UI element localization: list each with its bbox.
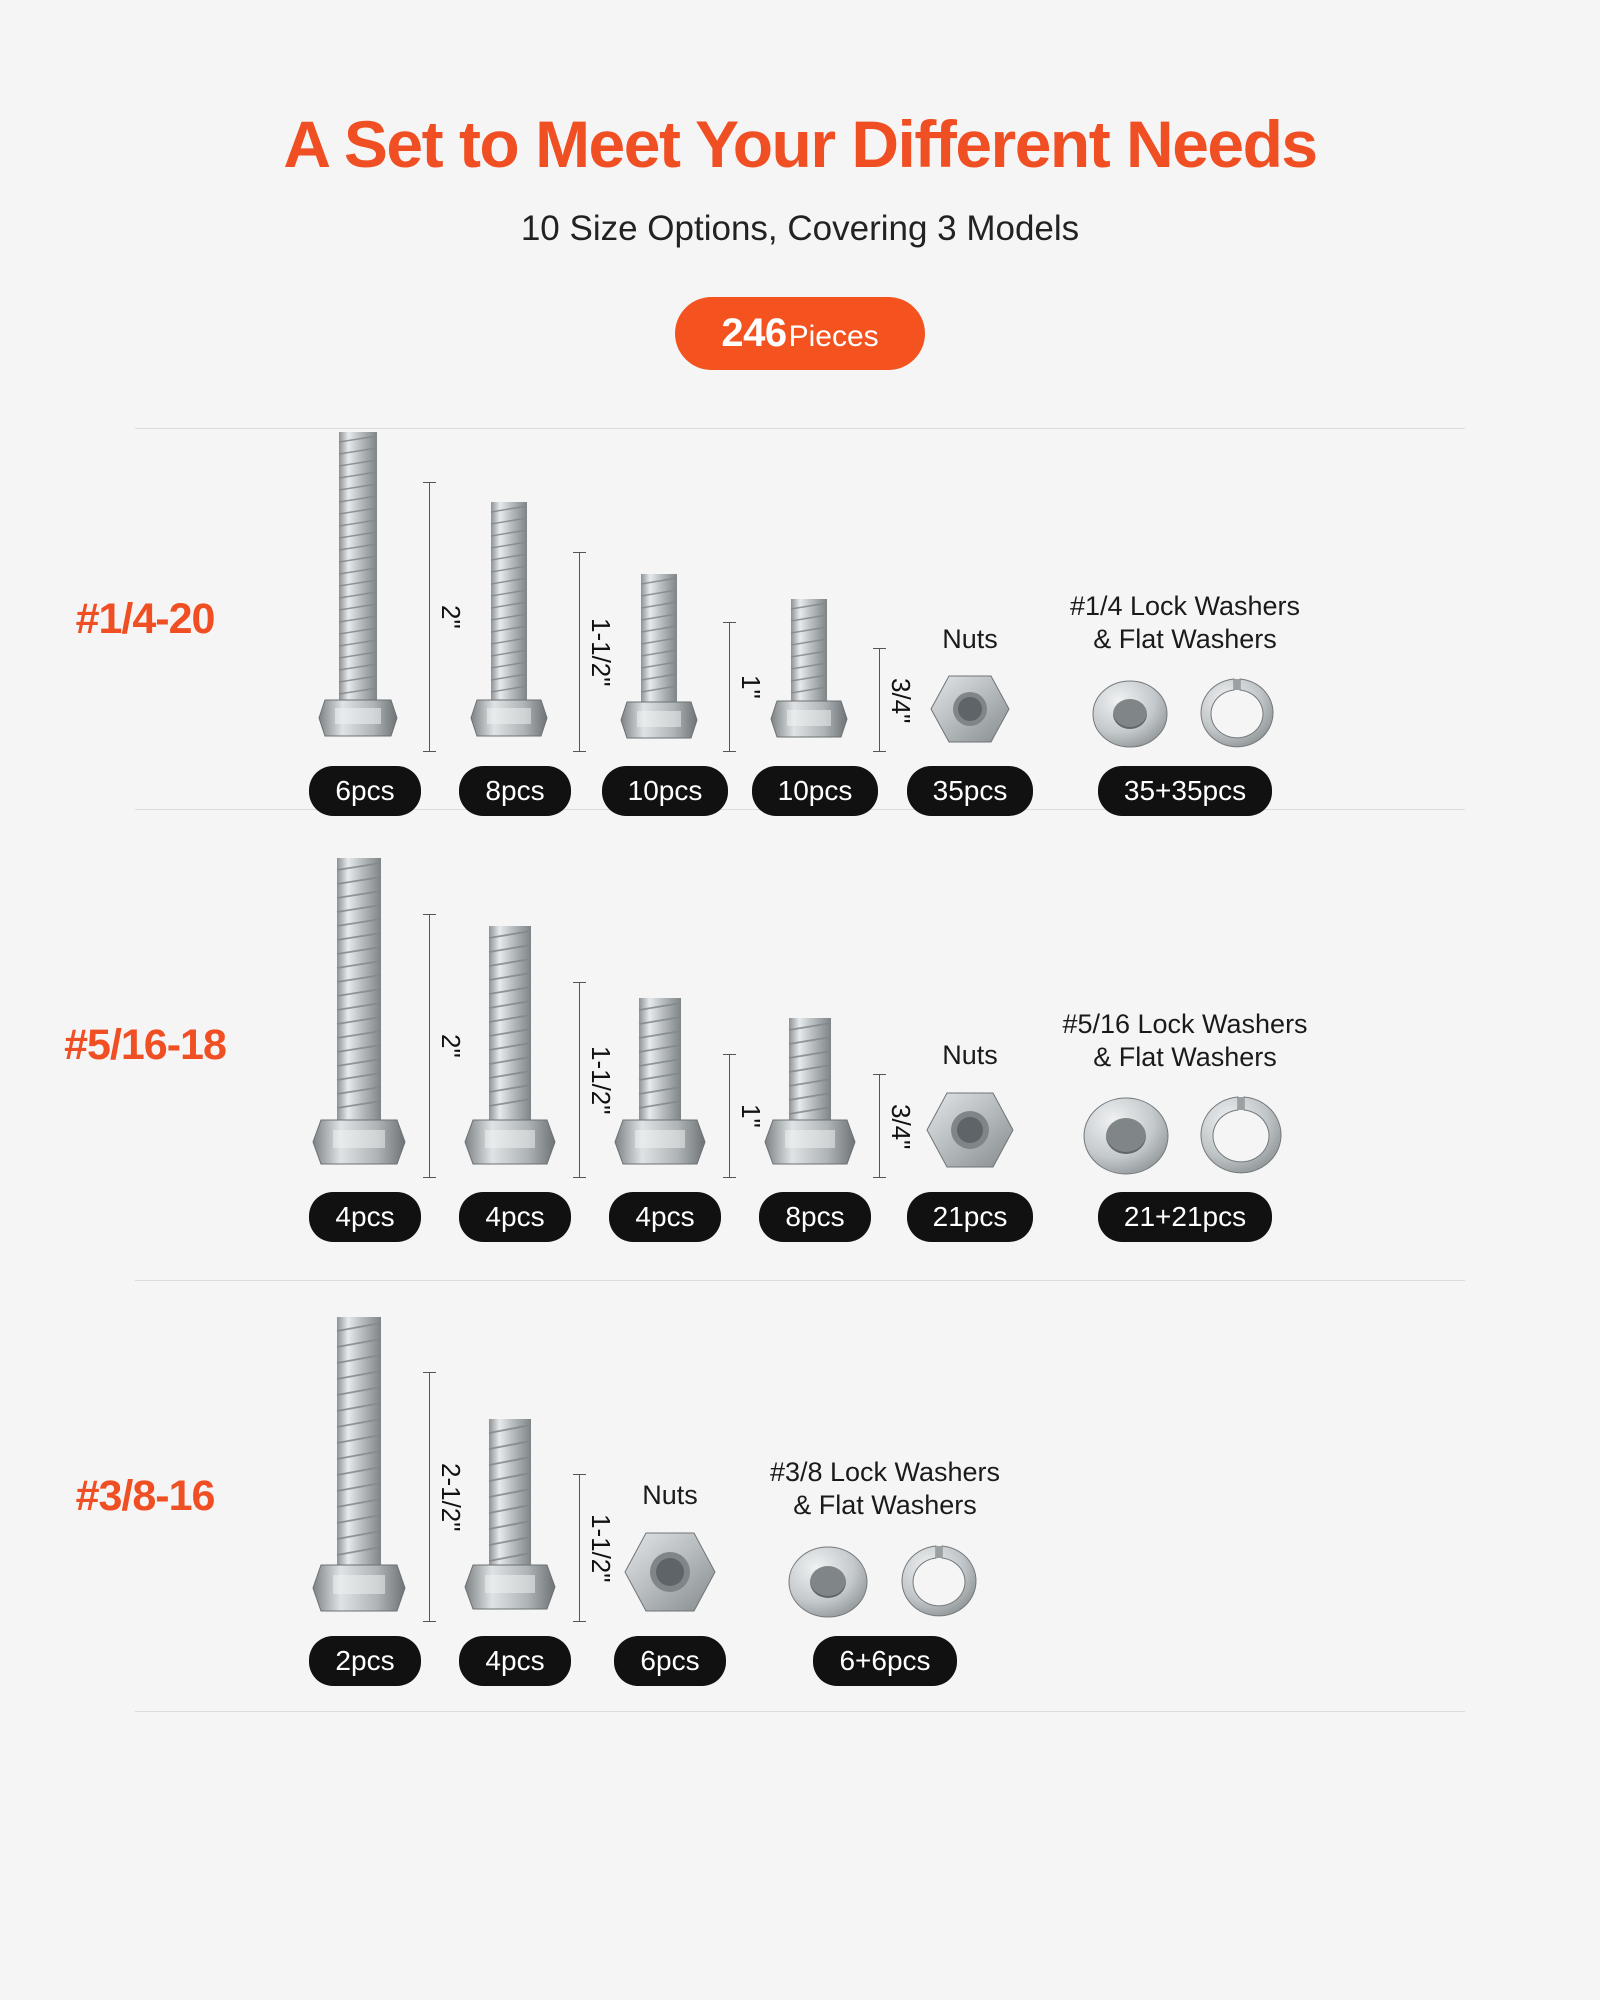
pieces-count: 246 — [721, 311, 787, 356]
section-label: #1/4-20 — [75, 594, 215, 643]
nut-art — [618, 1522, 722, 1622]
hex-bolt-icon — [305, 422, 425, 752]
section-5-16-18 — [0, 810, 1600, 1280]
washers-label-line1: #1/4 Lock Washers — [1069, 591, 1301, 622]
lock-washer-icon — [894, 1532, 990, 1622]
hex-bolt-icon — [605, 562, 725, 752]
washers-label-line1: #3/8 Lock Washers — [769, 1456, 1001, 1487]
bolt-art — [455, 492, 616, 752]
bolt-count-badge: 4pcs — [459, 1636, 570, 1686]
bolt-item — [290, 422, 466, 816]
items-row — [290, 1307, 1600, 1686]
lock-washer-icon — [1194, 666, 1286, 752]
hex-bolt-icon — [605, 986, 725, 1178]
washers-count-badge: 21+21pcs — [1098, 1192, 1272, 1242]
bolt-art — [305, 1307, 466, 1622]
bolt-art — [455, 916, 616, 1178]
washers-label — [1062, 1008, 1307, 1074]
items-row — [290, 848, 1600, 1242]
badge-container — [0, 297, 1600, 370]
washers-label-line2: & Flat Washers — [1093, 1042, 1277, 1073]
section-label: #5/16-18 — [64, 1020, 226, 1069]
pieces-unit: Pieces — [788, 320, 879, 354]
bolt-dimension-text: 1-1/2" — [586, 1046, 616, 1115]
hex-bolt-icon — [455, 1407, 575, 1622]
bolt-dimension-text: 1-1/2" — [586, 618, 616, 687]
bolt-dimension-text: 2" — [436, 605, 466, 630]
bolt-dimension-text: 3/4" — [886, 1103, 916, 1149]
washer-art — [1084, 666, 1286, 752]
nuts-label: Nuts — [942, 624, 998, 655]
bolt-item — [440, 916, 616, 1242]
hex-nut-icon — [920, 1082, 1020, 1178]
bolt-dimension-text: 1" — [736, 675, 766, 700]
bolt-item — [740, 1006, 916, 1242]
bolt-item — [740, 587, 916, 816]
page-subtitle: 10 Size Options, Covering 3 Models — [520, 209, 1080, 249]
bolt-art — [605, 562, 766, 752]
washers-label — [770, 1456, 1000, 1522]
hex-bolt-icon — [305, 848, 425, 1178]
bolt-count-badge: 10pcs — [602, 766, 729, 816]
washers-item — [1050, 590, 1320, 816]
section-1-4-20 — [0, 429, 1600, 809]
nuts-count-badge: 21pcs — [907, 1192, 1034, 1242]
hex-nut-icon — [925, 666, 1015, 752]
bolt-count-badge: 2pcs — [309, 1636, 420, 1686]
washer-art — [780, 1532, 990, 1622]
nuts-label: Nuts — [942, 1040, 998, 1071]
hex-bolt-icon — [305, 1307, 425, 1622]
section-label: #3/8-16 — [75, 1471, 215, 1520]
nuts-item — [890, 623, 1050, 816]
divider-bottom — [135, 1711, 1465, 1712]
nuts-item — [890, 1039, 1050, 1242]
bolt-item — [290, 1307, 466, 1686]
nuts-count-badge: 6pcs — [614, 1636, 725, 1686]
hex-nut-icon — [618, 1522, 722, 1622]
washers-count-badge: 6+6pcs — [813, 1636, 956, 1686]
bolt-dimension-text: 2-1/2" — [436, 1462, 466, 1532]
washer-art — [1076, 1084, 1294, 1178]
nut-art — [925, 666, 1015, 752]
bolt-item — [440, 492, 616, 816]
bolt-count-badge: 4pcs — [459, 1192, 570, 1242]
bolt-item — [590, 562, 766, 816]
nuts-label: Nuts — [642, 1479, 698, 1510]
hex-bolt-icon — [455, 492, 575, 752]
nut-art — [920, 1082, 1020, 1178]
hex-bolt-icon — [755, 1006, 875, 1178]
bolt-count-badge: 8pcs — [459, 766, 570, 816]
bolt-dimension-text: 2" — [436, 1034, 466, 1059]
bolt-dimension-text: 3/4" — [886, 677, 916, 723]
page-title: A Set to Meet Your Different Needs — [283, 107, 1317, 181]
bolt-count-badge: 4pcs — [309, 1192, 420, 1242]
washers-item — [750, 1456, 1020, 1686]
flat-washer-icon — [1084, 666, 1176, 752]
washers-count-badge: 35+35pcs — [1098, 766, 1272, 816]
bolt-item — [440, 1407, 616, 1686]
bolt-art — [755, 587, 916, 752]
bolt-item — [290, 848, 466, 1242]
hex-bolt-icon — [455, 916, 575, 1178]
washers-label-line1: #5/16 Lock Washers — [1062, 1009, 1308, 1040]
hex-bolt-icon — [755, 587, 875, 752]
bolt-dimension-text: 1" — [736, 1104, 766, 1129]
washers-label-line2: & Flat Washers — [1093, 624, 1277, 655]
bolt-art — [605, 986, 766, 1178]
section-3-8-16 — [0, 1281, 1600, 1711]
bolt-count-badge: 6pcs — [309, 766, 420, 816]
bolt-dimension-text: 1-1/2" — [586, 1513, 616, 1583]
bolt-art — [455, 1407, 616, 1622]
bolt-count-badge: 10pcs — [752, 766, 879, 816]
flat-washer-icon — [780, 1532, 876, 1622]
bolt-art — [305, 848, 466, 1178]
lock-washer-icon — [1194, 1084, 1294, 1178]
nuts-count-badge: 35pcs — [907, 766, 1034, 816]
bolt-count-badge: 8pcs — [759, 1192, 870, 1242]
pieces-badge — [675, 297, 924, 370]
items-row — [290, 422, 1600, 816]
bolt-item — [590, 986, 766, 1242]
header — [0, 0, 1600, 370]
washers-label-line2: & Flat Washers — [793, 1489, 977, 1520]
bolt-count-badge: 4pcs — [609, 1192, 720, 1242]
bolt-art — [305, 422, 466, 752]
nuts-item — [590, 1479, 750, 1686]
bolt-art — [755, 1006, 916, 1178]
flat-washer-icon — [1076, 1084, 1176, 1178]
washers-label — [1070, 590, 1300, 656]
washers-item — [1050, 1008, 1320, 1242]
